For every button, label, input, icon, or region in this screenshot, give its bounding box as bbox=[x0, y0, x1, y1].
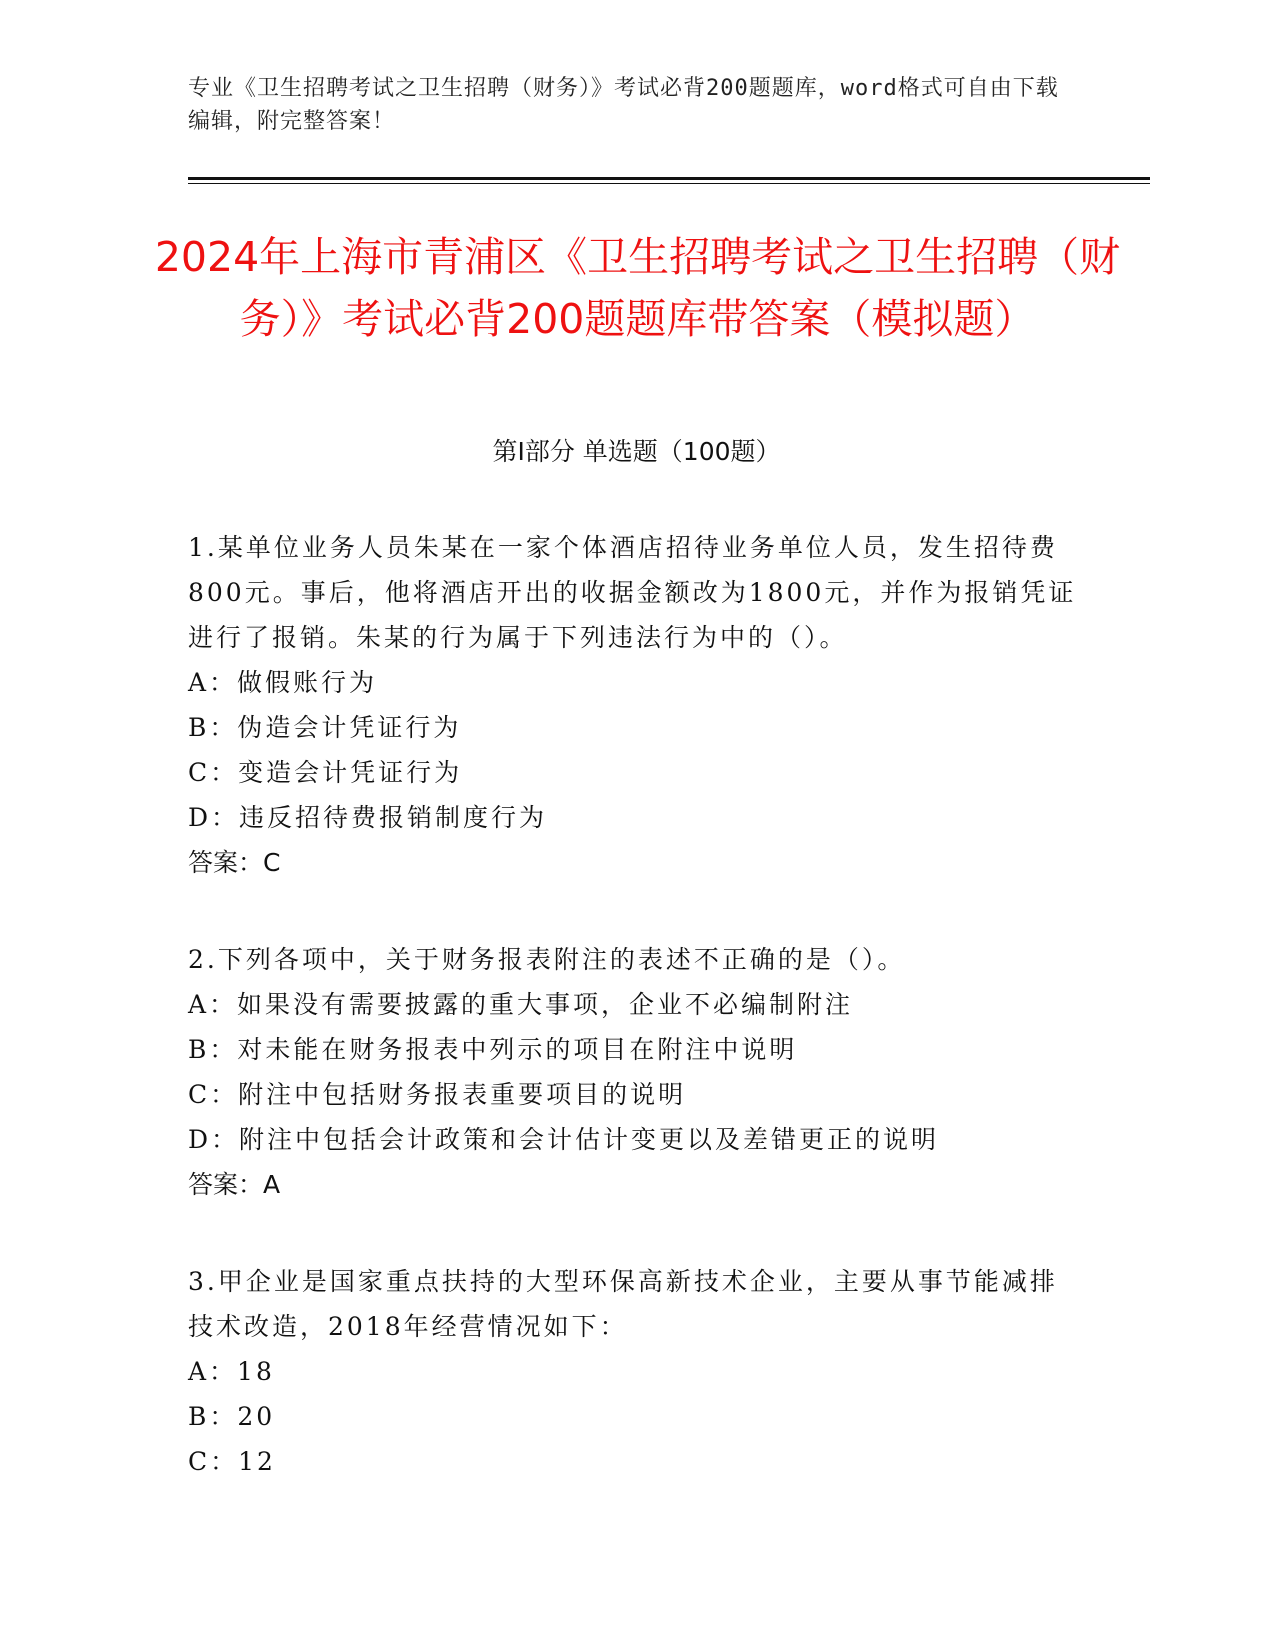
question-stem: 2.下列各项中，关于财务报表附注的表述不正确的是（）。 bbox=[188, 945, 906, 974]
option-d: D：违反招待费报销制度行为 bbox=[188, 803, 548, 832]
question-stem: 1.某单位业务人员朱某在一家个体酒店招待业务单位人员，发生招待费800元。事后，他将酒店开出的收据金额改为1800元，并作为报销凭证进行了报销。朱某的行为属于下列违法行为中的（）。 bbox=[188, 533, 1077, 652]
answer: 答案：C bbox=[188, 848, 281, 877]
option-d: D：附注中包括会计政策和会计估计变更以及差错更正的说明 bbox=[188, 1125, 940, 1154]
option-a: A：18 bbox=[188, 1357, 275, 1386]
option-c: C：12 bbox=[188, 1447, 276, 1476]
option-b: B：20 bbox=[188, 1402, 276, 1431]
question-list bbox=[188, 525, 1078, 1536]
option-b: B：对未能在财务报表中列示的项目在附注中说明 bbox=[188, 1035, 798, 1064]
answer: 答案：A bbox=[188, 1170, 281, 1199]
header-rule-thin bbox=[188, 183, 1150, 184]
header-rule-thick bbox=[188, 177, 1150, 180]
question-3 bbox=[188, 1259, 1078, 1484]
document-title: 2024年上海市青浦区《卫生招聘考试之卫生招聘（财务）》考试必背200题题库带答案（模拟题） bbox=[154, 233, 1121, 343]
section-title: 第I部分 单选题（100题） bbox=[492, 437, 781, 466]
option-a: A：如果没有需要披露的重大事项，企业不必编制附注 bbox=[188, 990, 854, 1019]
header-note: 专业《卫生招聘考试之卫生招聘（财务）》考试必背200题题库，word格式可自由下载编辑，附完整答案！ bbox=[188, 76, 1059, 134]
option-c: C：变造会计凭证行为 bbox=[188, 758, 463, 787]
question-1 bbox=[188, 525, 1078, 885]
question-stem: 3.甲企业是国家重点扶持的大型环保高新技术企业，主要从事节能减排技术改造，2018年经营情况如下： bbox=[188, 1267, 1058, 1341]
option-c: C：附注中包括财务报表重要项目的说明 bbox=[188, 1080, 687, 1109]
question-2 bbox=[188, 937, 1078, 1207]
option-b: B：伪造会计凭证行为 bbox=[188, 713, 462, 742]
option-a: A：做假账行为 bbox=[188, 668, 378, 697]
